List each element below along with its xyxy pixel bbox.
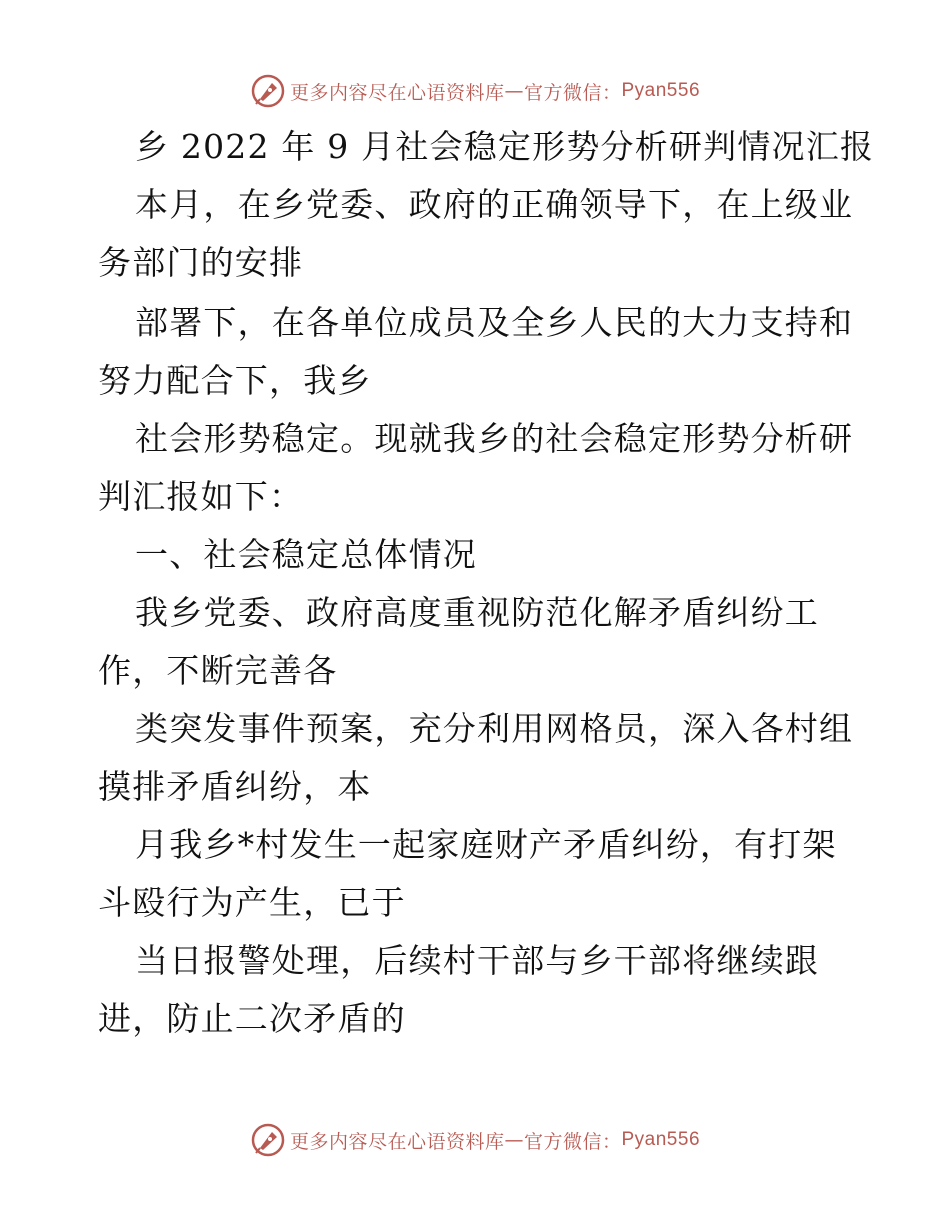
document-title: 乡 2022 年 9 月社会稳定形势分析研判情况汇报	[135, 127, 875, 166]
paragraph-line: 类突发事件预案，充分利用网格员，深入各村组	[135, 709, 854, 748]
paragraph-line: 当日报警处理，后续村干部与乡干部将继续跟	[135, 941, 819, 980]
watermark-wechat-id: Pyan556	[621, 80, 701, 101]
watermark-wechat-id: Pyan556	[621, 1129, 701, 1150]
paragraph-line: 务部门的安排	[98, 243, 304, 282]
paragraph-line: 我乡党委、政府高度重视防范化解矛盾纠纷工	[135, 593, 819, 632]
paragraph-line: 部署下，在各单位成员及全乡人民的大力支持和	[135, 303, 854, 342]
paragraph-line: 摸排矛盾纠纷，本	[98, 767, 372, 806]
watermark-site-text: 更多内容尽在心语资料库	[289, 81, 505, 104]
top-watermark-banner	[0, 71, 950, 111]
paragraph-line: 努力配合下，我乡	[98, 361, 372, 400]
bottom-watermark-banner	[0, 1120, 950, 1160]
paragraph-line: 斗殴行为产生，已于	[98, 883, 406, 922]
paragraph-line: 进，防止二次矛盾的	[98, 999, 406, 1038]
watermark-separator: —	[504, 80, 524, 102]
paragraph-line: 月我乡*村发生一起家庭财产矛盾纠纷，有打架	[135, 825, 837, 864]
pen-nib-logo-icon	[250, 1122, 286, 1158]
paragraph-line: 社会形势稳定。现就我乡的社会稳定形势分析研	[135, 419, 854, 458]
pen-nib-logo-icon	[250, 73, 286, 109]
section-heading: 一、社会稳定总体情况	[135, 535, 477, 574]
watermark-wechat-label: 官方微信：	[523, 81, 622, 104]
paragraph-line: 本月，在乡党委、政府的正确领导下，在上级业	[135, 185, 854, 224]
watermark-wechat-label: 官方微信：	[523, 1130, 622, 1153]
paragraph-line: 作，不断完善各	[98, 651, 338, 690]
watermark-site-text: 更多内容尽在心语资料库	[289, 1130, 505, 1153]
paragraph-line: 判汇报如下：	[98, 477, 304, 516]
watermark-separator: —	[504, 1129, 524, 1151]
